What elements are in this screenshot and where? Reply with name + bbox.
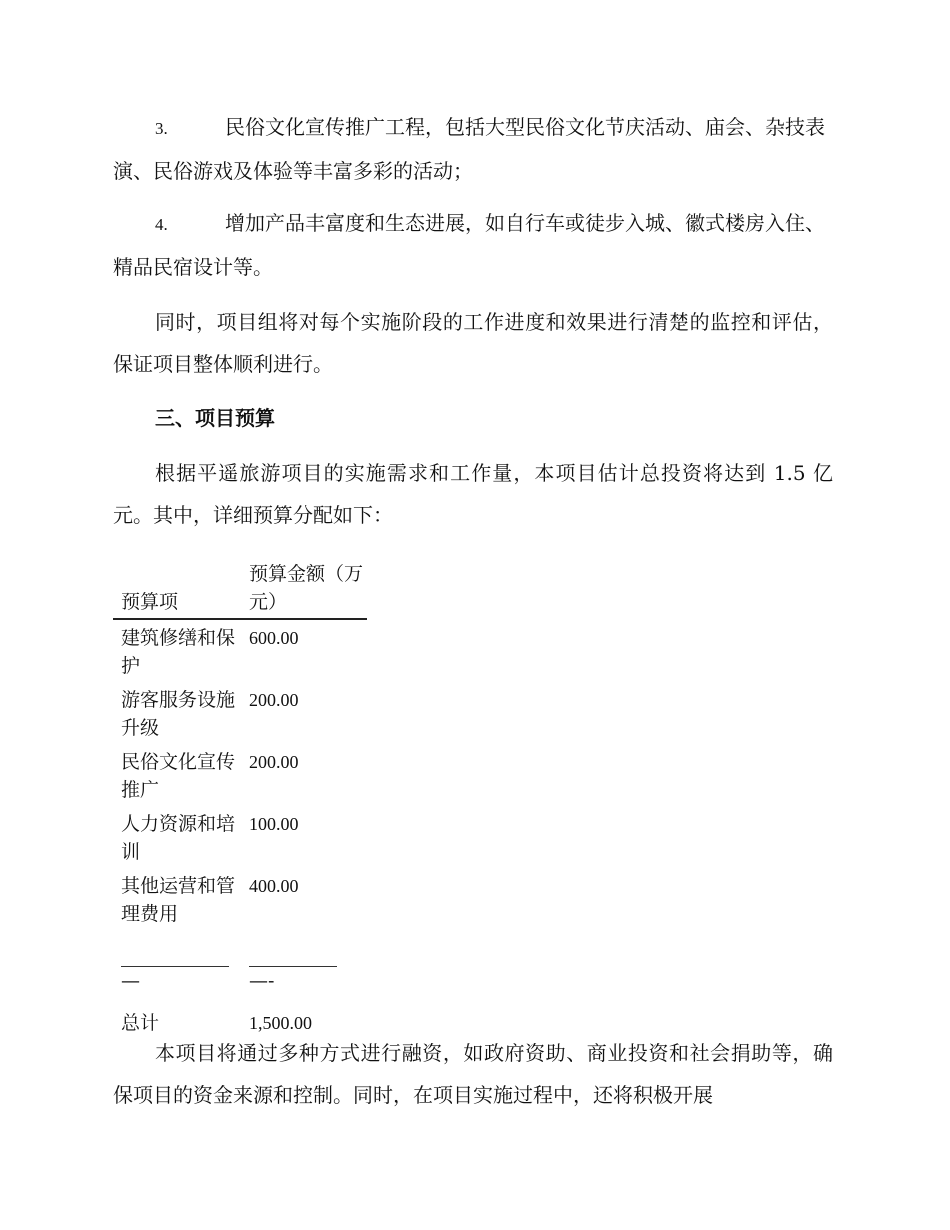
list-number: 3. xyxy=(155,119,168,138)
row-item: 人力资源和培训 xyxy=(121,813,236,863)
row-amount: 100.00 xyxy=(249,814,299,834)
separator-dash: —- xyxy=(249,970,275,992)
total-label: 总计 xyxy=(121,1012,160,1034)
row-item: 民俗文化宣传推广 xyxy=(121,751,236,801)
table-row xyxy=(113,868,367,930)
header-budget-item: 预算项 xyxy=(113,560,241,619)
row-item: 建筑修缮和保护 xyxy=(121,627,236,677)
separator-line xyxy=(249,944,337,967)
list-item-text: 增加产品丰富度和生态进展，如自行车或徒步入城、徽式楼房入住、精品民宿设计等。 xyxy=(113,211,825,279)
row-amount: 400.00 xyxy=(249,876,299,896)
table-row xyxy=(113,744,367,806)
separator-row xyxy=(113,930,367,997)
row-item: 其他运营和管理费用 xyxy=(121,875,236,925)
total-amount: 1,500.00 xyxy=(249,1013,312,1033)
table-row xyxy=(113,619,367,682)
header-budget-amount: 预算金额（万元） xyxy=(241,560,367,619)
row-amount: 200.00 xyxy=(249,690,299,710)
row-amount: 600.00 xyxy=(249,628,299,648)
row-item: 游客服务设施升级 xyxy=(121,689,236,739)
list-number: 4. xyxy=(155,215,168,234)
row-amount: 200.00 xyxy=(249,752,299,772)
financing-paragraph: 本项目将通过多种方式进行融资，如政府资助、商业投资和社会捐助等，确保项目的资金来源和控制。同时，在项目实施过程中，还将积极开展 xyxy=(113,1041,833,1107)
section-heading: 三、项目预算 xyxy=(155,406,275,430)
list-item-4 xyxy=(113,202,833,288)
separator-dash: — xyxy=(121,970,140,992)
monitoring-paragraph: 同时，项目组将对每个实施阶段的工作进度和效果进行清楚的监控和评估，保证项目整体顺利进行。 xyxy=(113,310,833,376)
budget-intro-paragraph: 根据平遥旅游项目的实施需求和工作量，本项目估计总投资将达到 1.5 亿元。其中，详细预算分配如下： xyxy=(113,461,833,527)
table-row xyxy=(113,682,367,744)
separator-line xyxy=(121,944,229,967)
list-item-text: 民俗文化宣传推广工程，包括大型民俗文化节庆活动、庙会、杂技表演、民俗游戏及体验等丰富多彩的活动； xyxy=(113,115,825,183)
table-header-row xyxy=(113,560,367,619)
list-item-3 xyxy=(113,106,833,192)
table-row xyxy=(113,806,367,868)
budget-table xyxy=(113,560,367,1039)
